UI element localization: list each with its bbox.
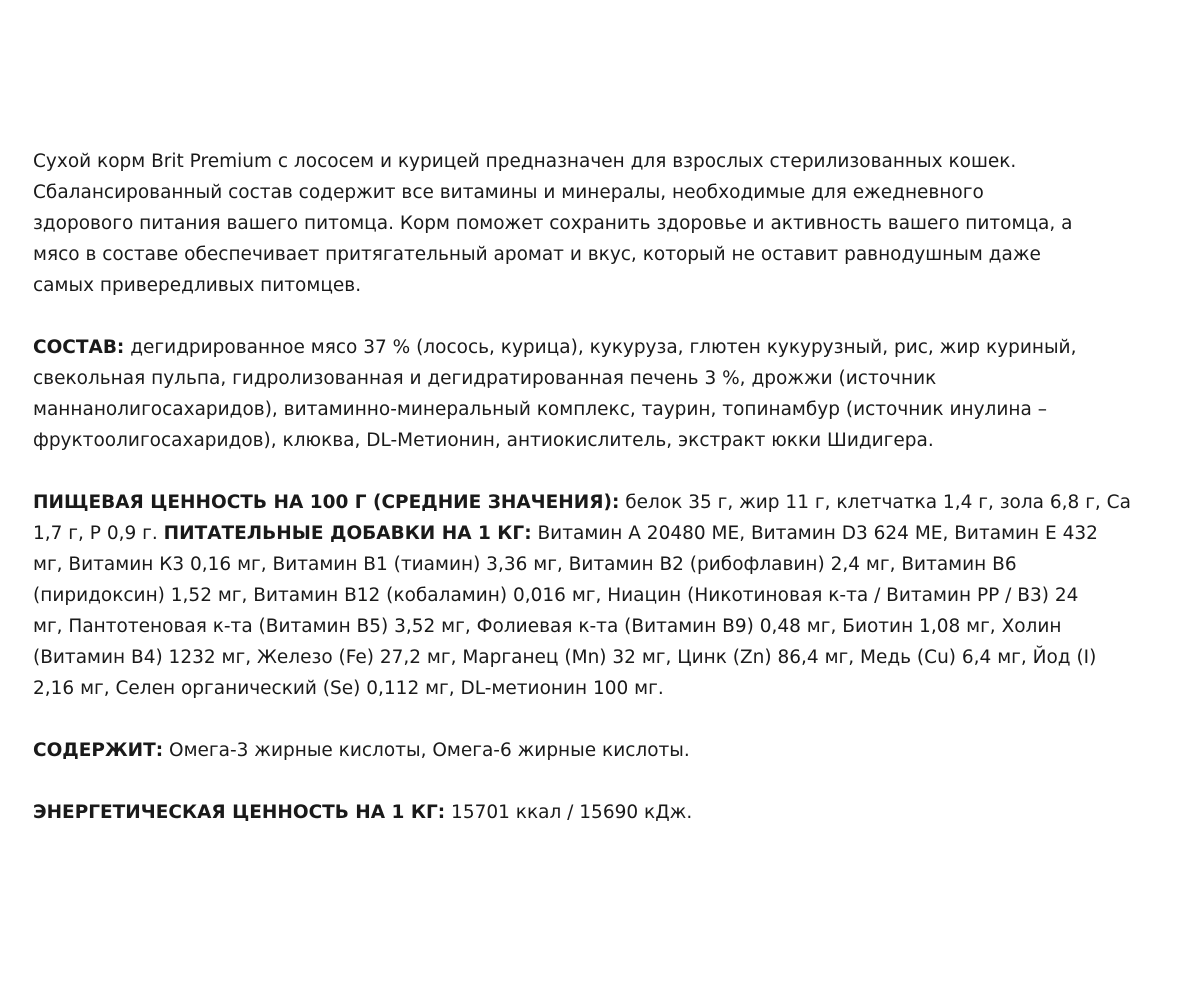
contains-label: СОДЕРЖИТ: [33, 740, 164, 761]
composition-line: свекольная пульпа, гидролизованная и дегидратированная печень 3 %, дрожжи (источник [33, 368, 937, 389]
additives-line: (пиридоксин) 1,52 мг, Витамин В12 (кобаламин) 0,016 мг, Ниацин (Никотиновая к-та / Витамин PP / B3) 24 [33, 585, 1079, 606]
nutrition-text: 1,7 г, P 0,9 г. [33, 523, 164, 544]
intro-line: Сбалансированный состав содержит все витамины и минералы, необходимые для ежедневного [33, 182, 984, 203]
composition-line: маннанолигосахаридов), витаминно-минеральный комплекс, таурин, топинамбур (источник инулина – [33, 399, 1047, 420]
nutrition-text: белок 35 г, жир 11 г, клетчатка 1,4 г, зола 6,8 г, Ca [619, 492, 1131, 513]
additives-line: 2,16 мг, Селен органический (Se) 0,112 мг, DL-метионин 100 мг. [33, 678, 664, 699]
intro-line: здорового питания вашего питомца. Корм поможет сохранить здоровье и активность вашего питомца, а [33, 213, 1073, 234]
energy-line [33, 797, 1143, 828]
contains-line [33, 735, 1143, 766]
composition-line [33, 332, 1143, 363]
energy-text: 15701 ккал / 15690 кДж. [445, 802, 693, 823]
composition-label: СОСТАВ: [33, 337, 125, 358]
intro-line: мясо в составе обеспечивает притягательный аромат и вкус, который не оставит равнодушным даже [33, 244, 1041, 265]
composition-section [33, 332, 1143, 456]
energy-label: ЭНЕРГЕТИЧЕСКАЯ ЦЕННОСТЬ НА 1 КГ: [33, 802, 446, 823]
nutrition-section [33, 487, 1143, 704]
contains-section [33, 735, 1143, 766]
energy-section [33, 797, 1143, 828]
nutrition-line [33, 518, 1143, 549]
intro-line: Сухой корм Brit Premium с лососем и курицей предназначен для взрослых стерилизованных кошек. [33, 151, 1017, 172]
additives-line: (Витамин B4) 1232 мг, Железо (Fe) 27,2 мг, Марганец (Mn) 32 мг, Цинк (Zn) 86,4 мг, Медь (Cu) 6,4 мг, Йод (I) [33, 647, 1097, 668]
product-description [33, 146, 1143, 859]
composition-line: фруктоолигосахаридов), клюква, DL-Метионин, антиокислитель, экстракт юкки Шидигера. [33, 430, 934, 451]
additives-line: мг, Витамин К3 0,16 мг, Витамин В1 (тиамин) 3,36 мг, Витамин В2 (рибофлавин) 2,4 мг, Витамин В6 [33, 554, 1017, 575]
additives-label: ПИТАТЕЛЬНЫЕ ДОБАВКИ НА 1 КГ: [163, 523, 532, 544]
nutrition-label: ПИЩЕВАЯ ЦЕННОСТЬ НА 100 Г (СРЕДНИЕ ЗНАЧЕНИЯ): [33, 492, 620, 513]
additives-text: Витамин A 20480 МЕ, Витамин D3 624 МЕ, Витамин E 432 [531, 523, 1098, 544]
contains-text: Омега-3 жирные кислоты, Омега-6 жирные кислоты. [163, 740, 690, 761]
intro-paragraph [33, 146, 1143, 301]
intro-line: самых привередливых питомцев. [33, 275, 362, 296]
additives-line: мг, Пантотеновая к-та (Витамин B5) 3,52 мг, Фолиевая к-та (Витамин B9) 0,48 мг, Биотин 1,08 мг, Холин [33, 616, 1062, 637]
composition-text: дегидрированное мясо 37 % (лосось, курица), кукуруза, глютен кукурузный, рис, жир куриный, [124, 337, 1077, 358]
nutrition-line [33, 487, 1143, 518]
